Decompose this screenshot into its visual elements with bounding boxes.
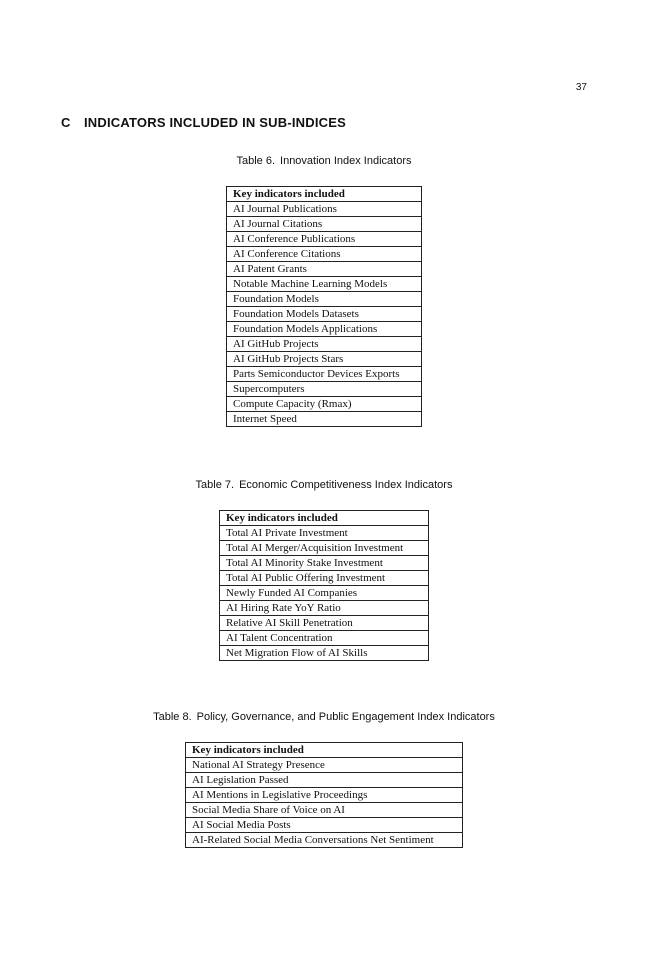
indicator-cell: AI GitHub Projects Stars [227, 352, 422, 367]
table-row [186, 758, 463, 773]
indicator-cell: AI GitHub Projects [227, 337, 422, 352]
table-row [227, 232, 422, 247]
indicator-cell: AI Social Media Posts [186, 818, 463, 833]
indicator-cell: Newly Funded AI Companies [220, 586, 429, 601]
table-row [220, 526, 429, 541]
table-row [227, 367, 422, 382]
table-row [220, 616, 429, 631]
table-row [186, 818, 463, 833]
table-row [220, 631, 429, 646]
table-header-row [220, 511, 429, 526]
indicator-cell: AI Journal Publications [227, 202, 422, 217]
table-row [227, 322, 422, 337]
table-row [227, 337, 422, 352]
indicator-cell: AI-Related Social Media Conversations Net Sentiment [186, 833, 463, 848]
indicator-cell: Total AI Public Offering Investment [220, 571, 429, 586]
table-row [220, 586, 429, 601]
table-row [227, 382, 422, 397]
table-header-cell: Key indicators included [186, 743, 463, 758]
economic-competitiveness-indicators-table [219, 510, 429, 661]
section-letter: C [61, 115, 71, 130]
table-row [227, 412, 422, 427]
section-title: INDICATORS INCLUDED IN SUB-INDICES [84, 115, 346, 130]
table-row [227, 262, 422, 277]
table-6-caption [0, 155, 648, 167]
indicator-cell: National AI Strategy Presence [186, 758, 463, 773]
table-row [227, 217, 422, 232]
indicator-cell: Foundation Models Applications [227, 322, 422, 337]
table-row [220, 541, 429, 556]
indicator-cell: Total AI Merger/Acquisition Investment [220, 541, 429, 556]
table-header-row [227, 187, 422, 202]
table-row [186, 773, 463, 788]
table-row [220, 646, 429, 661]
indicator-cell: AI Conference Publications [227, 232, 422, 247]
table-7-label: Table 7. [195, 479, 235, 491]
page-number: 37 [575, 82, 587, 93]
table-6-label: Table 6. [236, 155, 276, 167]
table-row [227, 202, 422, 217]
table-row [186, 788, 463, 803]
indicator-cell: Parts Semiconductor Devices Exports [227, 367, 422, 382]
table-7-caption [0, 479, 648, 491]
table-header-cell: Key indicators included [220, 511, 429, 526]
indicator-cell: Supercomputers [227, 382, 422, 397]
indicator-cell: AI Hiring Rate YoY Ratio [220, 601, 429, 616]
table-7-caption-text: Economic Competitiveness Index Indicators [239, 479, 453, 491]
indicator-cell: AI Talent Concentration [220, 631, 429, 646]
indicator-cell: Total AI Minority Stake Investment [220, 556, 429, 571]
table-row [227, 307, 422, 322]
indicator-cell: Total AI Private Investment [220, 526, 429, 541]
table-row [227, 397, 422, 412]
indicator-cell: AI Legislation Passed [186, 773, 463, 788]
indicator-cell: Internet Speed [227, 412, 422, 427]
policy-governance-indicators-table [185, 742, 463, 848]
table-row [227, 247, 422, 262]
table-row [220, 571, 429, 586]
table-row [227, 352, 422, 367]
table-6-caption-text: Innovation Index Indicators [280, 155, 412, 167]
table-header-row [186, 743, 463, 758]
indicator-cell: AI Patent Grants [227, 262, 422, 277]
indicator-cell: Compute Capacity (Rmax) [227, 397, 422, 412]
indicator-cell: AI Journal Citations [227, 217, 422, 232]
section-heading [61, 115, 346, 130]
indicator-cell: AI Mentions in Legislative Proceedings [186, 788, 463, 803]
table-row [227, 292, 422, 307]
indicator-cell: Relative AI Skill Penetration [220, 616, 429, 631]
indicator-cell: Foundation Models [227, 292, 422, 307]
table-row [220, 556, 429, 571]
table-8-label: Table 8. [153, 711, 192, 723]
indicator-cell: Foundation Models Datasets [227, 307, 422, 322]
table-header-cell: Key indicators included [227, 187, 422, 202]
table-row [220, 601, 429, 616]
table-8-caption [0, 711, 648, 723]
table-row [186, 803, 463, 818]
table-row [186, 833, 463, 848]
table-8-caption-text: Policy, Governance, and Public Engagement Index Indicators [196, 711, 495, 723]
innovation-indicators-table [226, 186, 422, 427]
table-row [227, 277, 422, 292]
indicator-cell: Notable Machine Learning Models [227, 277, 422, 292]
indicator-cell: Net Migration Flow of AI Skills [220, 646, 429, 661]
indicator-cell: AI Conference Citations [227, 247, 422, 262]
indicator-cell: Social Media Share of Voice on AI [186, 803, 463, 818]
